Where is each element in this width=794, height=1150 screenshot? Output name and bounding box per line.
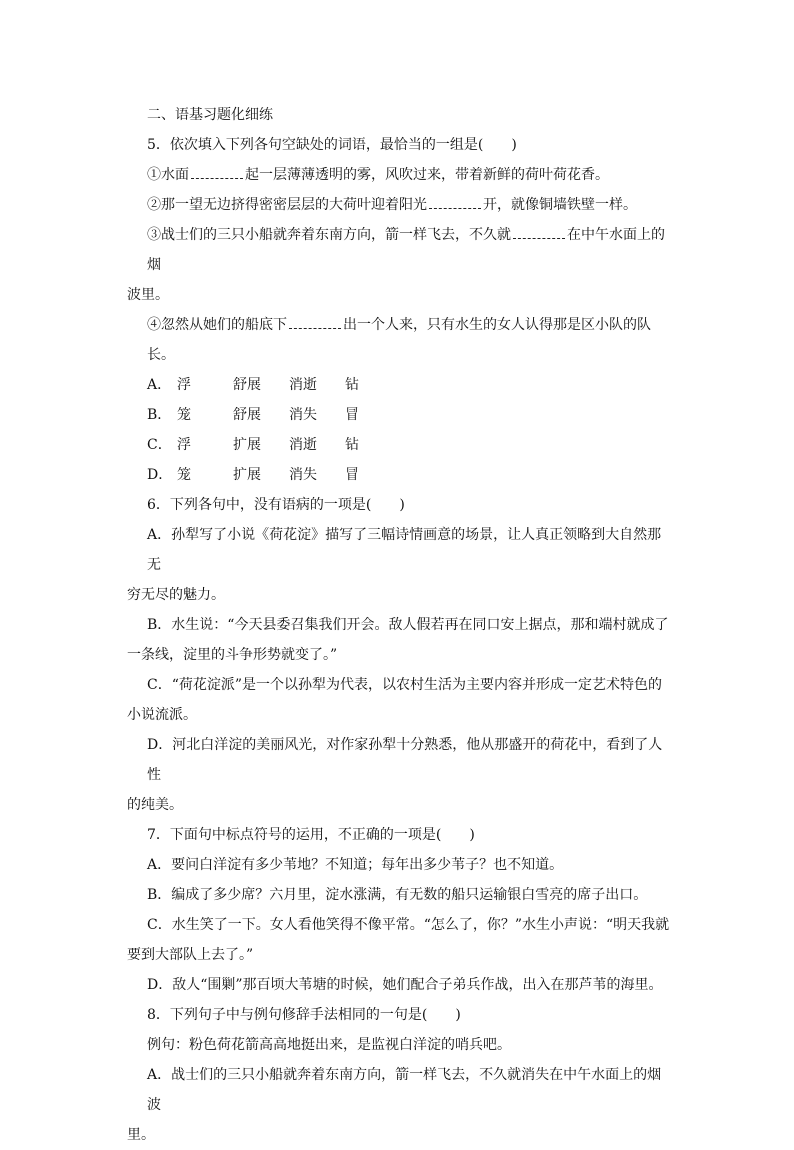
q6-option-d-cont: 的纯美。 <box>127 797 183 813</box>
q6-option-c: C．“荷花淀派”是一个以孙犁为代表，以农村生活为主要内容并形成一定艺术特色的 <box>147 677 663 693</box>
q7-option-b: B．编成了多少席？六月里，淀水涨满，有无数的船只运输银白雪亮的席子出口。 <box>147 887 648 903</box>
q6-option-b-cont: 一条线，淀里的斗争形势就变了。” <box>127 647 338 663</box>
question-5-sentence-1 <box>147 160 675 190</box>
q5-s2-part-a: ②那一望无边挤得密密层层的大荷叶迎着阳光 <box>147 197 427 213</box>
q5-s2-part-b: 开，就像铜墙铁壁一样。 <box>483 197 637 213</box>
q5-s3-part-b: 在中午水面上的烟 <box>147 227 665 273</box>
question-5-sentence-4 <box>147 310 675 370</box>
q6-option-b: B．水生说：“今天县委召集我们开会。敌人假若再在同口安上据点，那和端村就成了 <box>147 617 669 633</box>
section-title: 二、语基习题化细练 <box>147 107 273 123</box>
q8-option-a-cont: 里。 <box>127 1127 155 1143</box>
fill-blank <box>191 164 243 179</box>
question-5-sentence-2 <box>147 190 675 220</box>
q8-option-a: A．战士们的三只小船就奔着东南方向，箭一样飞去，不久就消失在中午水面上的烟波 <box>147 1067 662 1113</box>
question-6-stem: 6．下列各句中，没有语病的一项是( ) <box>147 497 405 513</box>
q5-option-a: A． 浮 舒展 消逝 钻 <box>147 377 359 393</box>
q5-option-d: D． 笼 扩展 消失 冒 <box>147 467 359 483</box>
question-8-stem: 8．下列句子中与例句修辞手法相同的一句是( ) <box>147 1007 461 1023</box>
q7-option-d: D．敌人“围剿”那百顷大苇塘的时候，她们配合子弟兵作战，出入在那芦苇的海里。 <box>147 977 663 993</box>
q6-option-a: A．孙犁写了小说《荷花淀》描写了三幅诗情画意的场景，让人真正领略到大自然那无 <box>147 527 662 573</box>
q5-s3-part-a: ③战士们的三只小船就奔着东南方向，箭一样飞去，不久就 <box>147 227 511 243</box>
q6-option-c-cont: 小说流派。 <box>127 707 197 723</box>
question-7-stem: 7．下面句中标点符号的运用，不正确的一项是( ) <box>147 827 475 843</box>
fill-blank <box>429 194 481 209</box>
q8-example: 例句：粉色荷花箭高高地挺出来，是监视白洋淀的哨兵吧。 <box>147 1037 511 1053</box>
q5-s1-part-a: ①水面 <box>147 167 189 183</box>
question-5-sentence-3-cont: 波里。 <box>127 287 169 303</box>
question-5-stem: 5．依次填入下列各句空缺处的词语，最恰当的一组是( ) <box>147 137 517 153</box>
q7-option-c-cont: 要到大部队上去了。” <box>127 947 254 963</box>
q6-option-d: D．河北白洋淀的美丽风光，对作家孙犁十分熟悉，他从那盛开的荷花中，看到了人性 <box>147 737 663 783</box>
fill-blank <box>513 224 565 239</box>
q5-option-b: B． 笼 舒展 消失 冒 <box>147 407 359 423</box>
fill-blank <box>289 314 341 329</box>
q5-s4-part-a: ④忽然从她们的船底下 <box>147 317 287 333</box>
document-content <box>127 100 675 1150</box>
q7-option-a: A．要问白洋淀有多少苇地？不知道；每年出多少苇子？也不知道。 <box>147 857 564 873</box>
question-5-sentence-3 <box>147 220 675 280</box>
q5-s1-part-b: 起一层薄薄透明的雾，风吹过来，带着新鲜的荷叶荷花香。 <box>245 167 609 183</box>
q5-s4-part-b: 出一个人来，只有水生的女人认得那是区小队的队长。 <box>147 317 651 363</box>
q7-option-c: C．水生笑了一下。女人看他笑得不像平常。“怎么了，你？”水生小声说：“明天我就 <box>147 917 670 933</box>
q5-option-c: C． 浮 扩展 消逝 钻 <box>147 437 359 453</box>
q6-option-a-cont: 穷无尽的魅力。 <box>127 587 225 603</box>
